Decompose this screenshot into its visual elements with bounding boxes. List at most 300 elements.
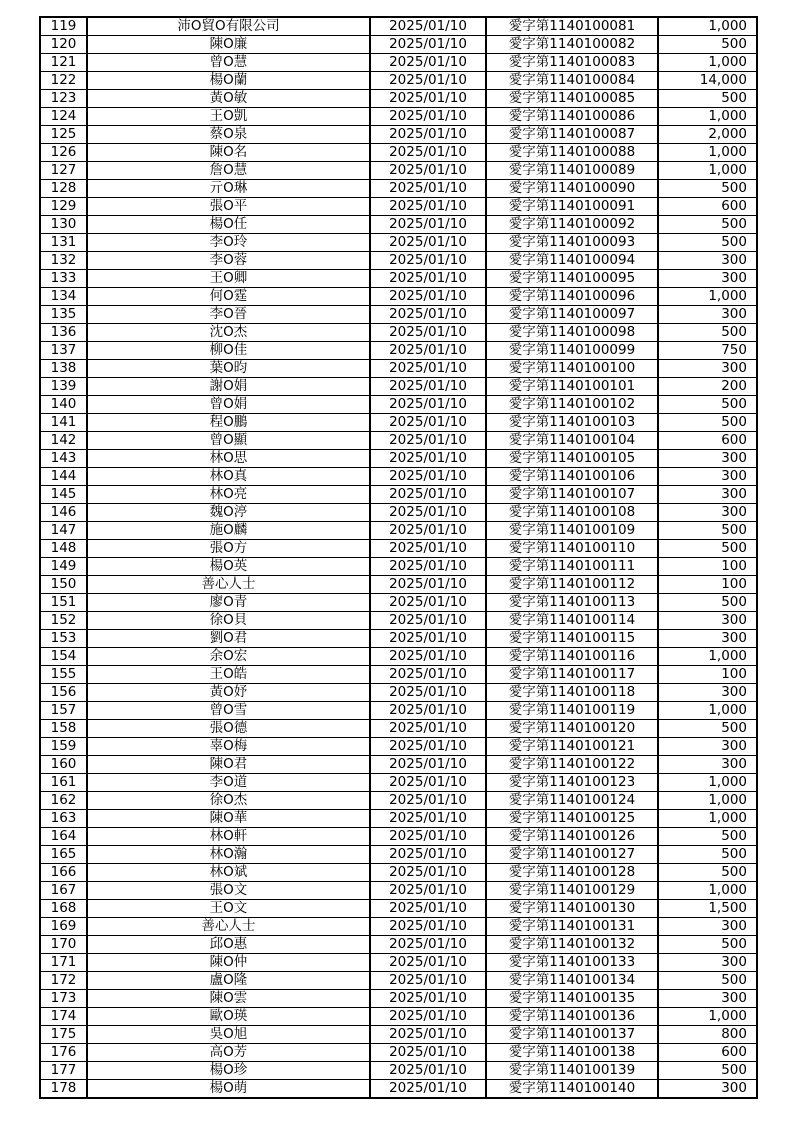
donation-date: 2025/01/10: [370, 450, 486, 468]
row-number: 146: [40, 504, 87, 522]
donation-amount: 500: [658, 540, 757, 558]
donation-amount: 100: [658, 558, 757, 576]
receipt-number: 愛字第1140100081: [486, 17, 658, 36]
donation-date: 2025/01/10: [370, 432, 486, 450]
donation-date: 2025/01/10: [370, 486, 486, 504]
donation-amount: 1,000: [658, 648, 757, 666]
table-row: [40, 486, 757, 504]
donation-date: 2025/01/10: [370, 936, 486, 954]
donor-name: 林O斌: [87, 864, 370, 882]
table-row: [40, 738, 757, 756]
donation-date: 2025/01/10: [370, 846, 486, 864]
donor-name: 楊O蘭: [87, 72, 370, 90]
row-number: 125: [40, 126, 87, 144]
table-row: [40, 774, 757, 792]
donor-name: 曾O娟: [87, 396, 370, 414]
row-number: 177: [40, 1062, 87, 1080]
table-row: [40, 936, 757, 954]
donation-amount: 1,000: [658, 774, 757, 792]
donation-date: 2025/01/10: [370, 252, 486, 270]
table-row: [40, 558, 757, 576]
donor-name: 張O德: [87, 720, 370, 738]
row-number: 154: [40, 648, 87, 666]
table-row: [40, 846, 757, 864]
receipt-number: 愛字第1140100129: [486, 882, 658, 900]
donation-amount: 500: [658, 216, 757, 234]
donation-date: 2025/01/10: [370, 72, 486, 90]
receipt-number: 愛字第1140100122: [486, 756, 658, 774]
receipt-number: 愛字第1140100118: [486, 684, 658, 702]
donation-date: 2025/01/10: [370, 630, 486, 648]
table-row: [40, 72, 757, 90]
receipt-number: 愛字第1140100138: [486, 1044, 658, 1062]
table-row: [40, 162, 757, 180]
table-row: [40, 342, 757, 360]
row-number: 144: [40, 468, 87, 486]
row-number: 133: [40, 270, 87, 288]
table-row: [40, 810, 757, 828]
donor-name: 葉O昀: [87, 360, 370, 378]
row-number: 175: [40, 1026, 87, 1044]
table-row: [40, 288, 757, 306]
row-number: 119: [40, 17, 87, 36]
receipt-number: 愛字第1140100094: [486, 252, 658, 270]
donor-name: 陳O名: [87, 144, 370, 162]
row-number: 164: [40, 828, 87, 846]
donation-amount: 1,000: [658, 54, 757, 72]
donation-date: 2025/01/10: [370, 396, 486, 414]
row-number: 132: [40, 252, 87, 270]
donation-date: 2025/01/10: [370, 504, 486, 522]
table-row: [40, 576, 757, 594]
donation-date: 2025/01/10: [370, 1008, 486, 1026]
table-row: [40, 17, 757, 36]
donation-date: 2025/01/10: [370, 702, 486, 720]
donation-amount: 500: [658, 720, 757, 738]
receipt-number: 愛字第1140100137: [486, 1026, 658, 1044]
table-row: [40, 972, 757, 990]
donation-date: 2025/01/10: [370, 414, 486, 432]
donor-name: 盧O隆: [87, 972, 370, 990]
donation-date: 2025/01/10: [370, 738, 486, 756]
row-number: 174: [40, 1008, 87, 1026]
receipt-number: 愛字第1140100125: [486, 810, 658, 828]
donation-amount: 300: [658, 756, 757, 774]
donor-name: 辜O梅: [87, 738, 370, 756]
table-row: [40, 360, 757, 378]
donation-date: 2025/01/10: [370, 342, 486, 360]
donation-amount: 500: [658, 972, 757, 990]
table-row: [40, 918, 757, 936]
donation-date: 2025/01/10: [370, 954, 486, 972]
donation-date: 2025/01/10: [370, 1026, 486, 1044]
donation-amount: 500: [658, 594, 757, 612]
donation-date: 2025/01/10: [370, 792, 486, 810]
donation-amount: 100: [658, 666, 757, 684]
donation-date: 2025/01/10: [370, 918, 486, 936]
receipt-number: 愛字第1140100093: [486, 234, 658, 252]
receipt-number: 愛字第1140100117: [486, 666, 658, 684]
donor-name: 王O卿: [87, 270, 370, 288]
donation-amount: 300: [658, 954, 757, 972]
receipt-number: 愛字第1140100130: [486, 900, 658, 918]
receipt-number: 愛字第1140100091: [486, 198, 658, 216]
donor-name: 曾O雪: [87, 702, 370, 720]
receipt-number: 愛字第1140100105: [486, 450, 658, 468]
row-number: 156: [40, 684, 87, 702]
receipt-number: 愛字第1140100128: [486, 864, 658, 882]
row-number: 163: [40, 810, 87, 828]
receipt-number: 愛字第1140100104: [486, 432, 658, 450]
row-number: 155: [40, 666, 87, 684]
table-row: [40, 144, 757, 162]
donor-name: 陳O華: [87, 810, 370, 828]
table-row: [40, 882, 757, 900]
receipt-number: 愛字第1140100082: [486, 36, 658, 54]
row-number: 172: [40, 972, 87, 990]
donation-amount: 300: [658, 450, 757, 468]
table-row: [40, 378, 757, 396]
donor-name: 王O凱: [87, 108, 370, 126]
receipt-number: 愛字第1140100098: [486, 324, 658, 342]
donation-amount: 1,000: [658, 792, 757, 810]
donation-date: 2025/01/10: [370, 17, 486, 36]
receipt-number: 愛字第1140100101: [486, 378, 658, 396]
table-row: [40, 828, 757, 846]
donation-amount: 1,000: [658, 162, 757, 180]
row-number: 139: [40, 378, 87, 396]
donation-amount: 1,000: [658, 1008, 757, 1026]
donor-name: 張O方: [87, 540, 370, 558]
donation-amount: 300: [658, 306, 757, 324]
table-row: [40, 90, 757, 108]
table-row: [40, 450, 757, 468]
donor-name: 陳O君: [87, 756, 370, 774]
table-row: [40, 54, 757, 72]
row-number: 151: [40, 594, 87, 612]
donation-date: 2025/01/10: [370, 270, 486, 288]
donation-date: 2025/01/10: [370, 558, 486, 576]
table-row: [40, 198, 757, 216]
donor-name: 楊O任: [87, 216, 370, 234]
donor-name: 歐O瑛: [87, 1008, 370, 1026]
row-number: 148: [40, 540, 87, 558]
donor-name: 廖O青: [87, 594, 370, 612]
receipt-number: 愛字第1140100116: [486, 648, 658, 666]
donation-date: 2025/01/10: [370, 1062, 486, 1080]
table-row: [40, 1044, 757, 1062]
donation-date: 2025/01/10: [370, 972, 486, 990]
receipt-number: 愛字第1140100134: [486, 972, 658, 990]
row-number: 158: [40, 720, 87, 738]
donation-date: 2025/01/10: [370, 36, 486, 54]
table-row: [40, 36, 757, 54]
row-number: 173: [40, 990, 87, 1008]
row-number: 149: [40, 558, 87, 576]
donor-name: 張O文: [87, 882, 370, 900]
receipt-number: 愛字第1140100096: [486, 288, 658, 306]
table-row: [40, 990, 757, 1008]
donation-amount: 100: [658, 576, 757, 594]
donation-amount: 1,000: [658, 17, 757, 36]
donation-date: 2025/01/10: [370, 180, 486, 198]
donor-name: 曾O顯: [87, 432, 370, 450]
donor-name: 善心人士: [87, 576, 370, 594]
donation-amount: 500: [658, 36, 757, 54]
donor-name: 善心人士: [87, 918, 370, 936]
table-row: [40, 252, 757, 270]
table-row: [40, 468, 757, 486]
receipt-number: 愛字第1140100090: [486, 180, 658, 198]
receipt-number: 愛字第1140100085: [486, 90, 658, 108]
donation-date: 2025/01/10: [370, 522, 486, 540]
row-number: 166: [40, 864, 87, 882]
row-number: 145: [40, 486, 87, 504]
donation-amount: 200: [658, 378, 757, 396]
donation-amount: 800: [658, 1026, 757, 1044]
donor-name: 林O真: [87, 468, 370, 486]
donation-amount: 500: [658, 234, 757, 252]
donation-date: 2025/01/10: [370, 468, 486, 486]
donation-date: 2025/01/10: [370, 864, 486, 882]
receipt-number: 愛字第1140100086: [486, 108, 658, 126]
donation-date: 2025/01/10: [370, 594, 486, 612]
donor-name: 余O宏: [87, 648, 370, 666]
table-row: [40, 306, 757, 324]
receipt-number: 愛字第1140100092: [486, 216, 658, 234]
receipt-number: 愛字第1140100140: [486, 1080, 658, 1099]
table-row: [40, 864, 757, 882]
row-number: 141: [40, 414, 87, 432]
donation-amount: 1,000: [658, 108, 757, 126]
donation-date: 2025/01/10: [370, 1080, 486, 1099]
table-row: [40, 270, 757, 288]
donation-amount: 1,500: [658, 900, 757, 918]
donor-name: 徐O杰: [87, 792, 370, 810]
table-row: [40, 1062, 757, 1080]
receipt-number: 愛字第1140100119: [486, 702, 658, 720]
table-row: [40, 702, 757, 720]
row-number: 122: [40, 72, 87, 90]
donation-date: 2025/01/10: [370, 648, 486, 666]
donation-amount: 300: [658, 486, 757, 504]
receipt-number: 愛字第1140100111: [486, 558, 658, 576]
donor-name: 陳O雲: [87, 990, 370, 1008]
table-row: [40, 954, 757, 972]
donor-name: 程O鵬: [87, 414, 370, 432]
donation-amount: 300: [658, 504, 757, 522]
donor-name: 徐O貝: [87, 612, 370, 630]
donation-amount: 500: [658, 936, 757, 954]
row-number: 131: [40, 234, 87, 252]
donation-date: 2025/01/10: [370, 198, 486, 216]
donation-amount: 600: [658, 1044, 757, 1062]
donor-name: 何O霆: [87, 288, 370, 306]
receipt-number: 愛字第1140100103: [486, 414, 658, 432]
row-number: 161: [40, 774, 87, 792]
donor-name: 魏O渟: [87, 504, 370, 522]
donation-list-table: [39, 16, 758, 1099]
donation-date: 2025/01/10: [370, 540, 486, 558]
donation-amount: 300: [658, 612, 757, 630]
donation-amount: 300: [658, 252, 757, 270]
donation-date: 2025/01/10: [370, 54, 486, 72]
donor-name: 劉O君: [87, 630, 370, 648]
donor-name: 張O平: [87, 198, 370, 216]
donation-date: 2025/01/10: [370, 990, 486, 1008]
receipt-number: 愛字第1140100139: [486, 1062, 658, 1080]
table-row: [40, 504, 757, 522]
row-number: 150: [40, 576, 87, 594]
donor-name: 高O芳: [87, 1044, 370, 1062]
receipt-number: 愛字第1140100088: [486, 144, 658, 162]
table-row: [40, 792, 757, 810]
receipt-number: 愛字第1140100097: [486, 306, 658, 324]
donor-name: 吳O旭: [87, 1026, 370, 1044]
row-number: 153: [40, 630, 87, 648]
receipt-number: 愛字第1140100120: [486, 720, 658, 738]
donation-date: 2025/01/10: [370, 576, 486, 594]
donation-date: 2025/01/10: [370, 720, 486, 738]
table-row: [40, 1080, 757, 1099]
donation-amount: 300: [658, 630, 757, 648]
donation-date: 2025/01/10: [370, 144, 486, 162]
donation-date: 2025/01/10: [370, 162, 486, 180]
table-row: [40, 522, 757, 540]
receipt-number: 愛字第1140100123: [486, 774, 658, 792]
donation-amount: 500: [658, 846, 757, 864]
donor-name: 邱O惠: [87, 936, 370, 954]
donation-amount: 500: [658, 414, 757, 432]
donation-amount: 300: [658, 990, 757, 1008]
donation-amount: 500: [658, 828, 757, 846]
table-row: [40, 756, 757, 774]
donor-name: 沛O貿O有限公司: [87, 17, 370, 36]
table-row: [40, 432, 757, 450]
table-row: [40, 180, 757, 198]
table-row: [40, 108, 757, 126]
donation-amount: 500: [658, 522, 757, 540]
row-number: 120: [40, 36, 87, 54]
receipt-number: 愛字第1140100115: [486, 630, 658, 648]
donor-name: 林O亮: [87, 486, 370, 504]
donation-date: 2025/01/10: [370, 90, 486, 108]
donor-name: 李O晉: [87, 306, 370, 324]
donation-date: 2025/01/10: [370, 828, 486, 846]
row-number: 171: [40, 954, 87, 972]
row-number: 138: [40, 360, 87, 378]
table-row: [40, 396, 757, 414]
table-row: [40, 666, 757, 684]
donor-name: 楊O珍: [87, 1062, 370, 1080]
receipt-number: 愛字第1140100108: [486, 504, 658, 522]
donor-name: 詹O慧: [87, 162, 370, 180]
row-number: 136: [40, 324, 87, 342]
donor-name: 黃O敏: [87, 90, 370, 108]
row-number: 147: [40, 522, 87, 540]
donation-amount: 600: [658, 198, 757, 216]
table-row: [40, 324, 757, 342]
donation-amount: 300: [658, 918, 757, 936]
donation-amount: 500: [658, 324, 757, 342]
row-number: 157: [40, 702, 87, 720]
donation-rows: [40, 17, 757, 1098]
donation-amount: 500: [658, 90, 757, 108]
receipt-number: 愛字第1140100109: [486, 522, 658, 540]
table-row: [40, 1008, 757, 1026]
donor-name: 柳O佳: [87, 342, 370, 360]
table-row: [40, 1026, 757, 1044]
receipt-number: 愛字第1140100114: [486, 612, 658, 630]
row-number: 178: [40, 1080, 87, 1099]
receipt-number: 愛字第1140100121: [486, 738, 658, 756]
table-row: [40, 540, 757, 558]
donor-name: 林O軒: [87, 828, 370, 846]
donation-date: 2025/01/10: [370, 666, 486, 684]
donation-amount: 300: [658, 468, 757, 486]
receipt-number: 愛字第1140100095: [486, 270, 658, 288]
receipt-number: 愛字第1140100136: [486, 1008, 658, 1026]
row-number: 142: [40, 432, 87, 450]
donation-amount: 1,000: [658, 882, 757, 900]
donor-name: 楊O英: [87, 558, 370, 576]
receipt-number: 愛字第1140100087: [486, 126, 658, 144]
row-number: 128: [40, 180, 87, 198]
donation-date: 2025/01/10: [370, 810, 486, 828]
row-number: 160: [40, 756, 87, 774]
receipt-number: 愛字第1140100135: [486, 990, 658, 1008]
receipt-number: 愛字第1140100100: [486, 360, 658, 378]
donor-name: 李O玲: [87, 234, 370, 252]
receipt-number: 愛字第1140100131: [486, 918, 658, 936]
donor-name: 陳O廉: [87, 36, 370, 54]
receipt-number: 愛字第1140100110: [486, 540, 658, 558]
table-row: [40, 594, 757, 612]
donation-date: 2025/01/10: [370, 774, 486, 792]
donation-date: 2025/01/10: [370, 756, 486, 774]
row-number: 168: [40, 900, 87, 918]
donor-name: 謝O娟: [87, 378, 370, 396]
donation-date: 2025/01/10: [370, 1044, 486, 1062]
table-row: [40, 216, 757, 234]
donation-amount: 500: [658, 180, 757, 198]
receipt-number: 愛字第1140100113: [486, 594, 658, 612]
receipt-number: 愛字第1140100127: [486, 846, 658, 864]
donation-amount: 600: [658, 432, 757, 450]
row-number: 134: [40, 288, 87, 306]
donor-name: 王O文: [87, 900, 370, 918]
donor-name: 林O思: [87, 450, 370, 468]
donor-name: 楊O萌: [87, 1080, 370, 1099]
donation-date: 2025/01/10: [370, 108, 486, 126]
donor-name: 施O麟: [87, 522, 370, 540]
donor-name: 沈O杰: [87, 324, 370, 342]
table-row: [40, 126, 757, 144]
row-number: 162: [40, 792, 87, 810]
donation-date: 2025/01/10: [370, 288, 486, 306]
donation-amount: 1,000: [658, 810, 757, 828]
row-number: 135: [40, 306, 87, 324]
donation-amount: 300: [658, 738, 757, 756]
table-row: [40, 684, 757, 702]
donor-name: 林O瀚: [87, 846, 370, 864]
receipt-number: 愛字第1140100107: [486, 486, 658, 504]
row-number: 129: [40, 198, 87, 216]
receipt-number: 愛字第1140100132: [486, 936, 658, 954]
row-number: 159: [40, 738, 87, 756]
donation-amount: 750: [658, 342, 757, 360]
row-number: 124: [40, 108, 87, 126]
